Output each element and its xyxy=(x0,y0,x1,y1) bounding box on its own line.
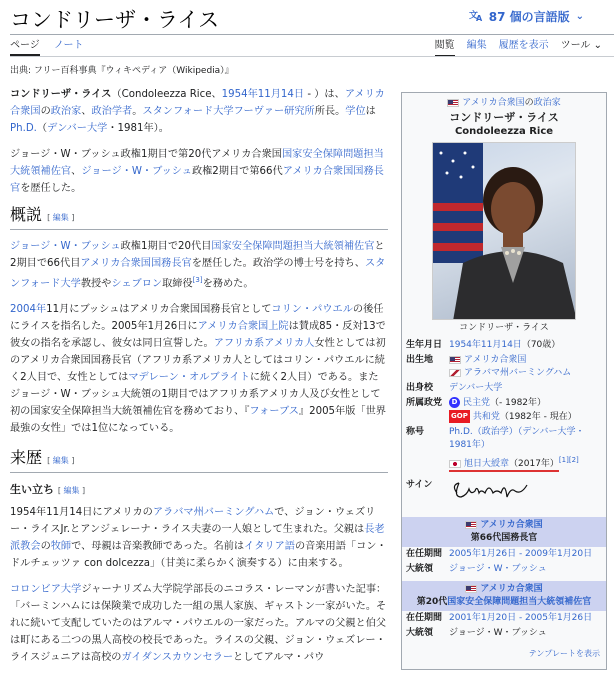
democrat-badge-icon: D xyxy=(449,397,460,408)
link-usa[interactable]: アメリカ合衆国 xyxy=(464,355,527,365)
link-phd[interactable]: Ph.D. xyxy=(10,123,37,134)
early-paragraph-1 xyxy=(10,504,388,572)
text: は xyxy=(365,106,376,117)
heading-text: 来歴 xyxy=(10,448,43,468)
portrait-caption: コンドリーザ・ライス xyxy=(459,323,549,333)
text: は賛成85・反対13で彼女の指名を承認し、彼女は同日宣誓した。 xyxy=(10,321,386,350)
president-label: 大統領 xyxy=(406,564,434,574)
infobox xyxy=(401,92,607,670)
subject-name: コンドリーザ・ライス xyxy=(10,89,112,100)
article-body xyxy=(10,86,388,675)
title-label: 称号 xyxy=(406,427,425,437)
reference[interactable]: [1][2] xyxy=(558,456,579,464)
link-presbyterian[interactable]: 長老派教会 xyxy=(10,524,385,553)
link-nsa[interactable]: 国家安全保障問題担当大統領補佐官 xyxy=(447,597,592,607)
infobox-name-ja: コンドリーザ・ライス xyxy=(449,111,559,124)
birth-row xyxy=(402,338,606,353)
page-title: コンドリーザ・ライス xyxy=(10,8,220,32)
text: ・1981年）。 xyxy=(107,123,169,134)
link-nsa[interactable]: 国家安全保障問題担当大統領補佐官 xyxy=(10,149,384,177)
link-birthdate[interactable]: 1954年11月14日 xyxy=(221,89,305,100)
tab-read[interactable]: 閲覧 xyxy=(435,36,455,57)
text: 、 xyxy=(71,166,82,177)
text: の音楽用語「コン・ドルチェッツァ con dolcezza」（甘美に柔らかく演奏する）に由来する。 xyxy=(10,541,387,570)
link-award[interactable]: 旭日大綬章 xyxy=(464,459,510,469)
view-tabs xyxy=(435,36,602,57)
text: としてアルマ・パウ xyxy=(233,652,325,664)
link-secstate[interactable]: 第66代国務長官 xyxy=(470,533,538,543)
text: 所長。 xyxy=(314,106,346,117)
link-denver[interactable]: デンバー大学 xyxy=(449,383,503,393)
link-republican[interactable]: 共和党 xyxy=(472,412,500,422)
link-pastor[interactable]: 牧師 xyxy=(50,541,72,553)
text: （2017年） xyxy=(509,459,559,469)
link-powell[interactable]: コリン・パウエル xyxy=(271,304,353,316)
svg-text:文: 文 xyxy=(468,11,478,21)
edit-section-link[interactable]: [ 編集 ] xyxy=(47,213,75,222)
intro-paragraph-2 xyxy=(10,146,388,197)
link-birmingham[interactable]: アラバマ州バーミングハム xyxy=(464,368,572,378)
link-birthdate[interactable]: 1954年11月14日 xyxy=(449,340,522,350)
signature-label: サイン xyxy=(406,480,433,490)
link-secstate[interactable]: アメリカ合衆国国務長官 xyxy=(80,258,192,269)
party-label: 所属政党 xyxy=(406,398,443,408)
edit-link[interactable]: 編集 xyxy=(63,486,80,496)
text: 第20代 xyxy=(416,597,448,607)
office2-president-row xyxy=(402,626,606,641)
language-count: 87 個の言語版 xyxy=(488,10,570,24)
link-birmingham[interactable]: アラバマ州バーミングハム xyxy=(152,507,275,519)
link-african-american[interactable]: アフリカ系アメリカ人 xyxy=(213,338,315,350)
link-degree[interactable]: 学位 xyxy=(345,106,366,117)
text: に続く2人目）である。またジョージ・W・ブッシュ大統領の1期目ではアフリカ系アメリカ人及び女性として初の国家安全保障担当大統領補佐官を務めており、『 xyxy=(10,372,381,418)
subsection-heading-early-life xyxy=(10,481,388,499)
edit-link[interactable]: 編集 xyxy=(52,213,69,222)
tab-edit[interactable]: 編集 xyxy=(466,40,487,51)
text: 政権1期目で20代目 xyxy=(120,241,212,252)
portrait-illustration xyxy=(433,143,576,320)
link-usa[interactable]: アメリカ合衆国 xyxy=(10,89,385,117)
title-divider xyxy=(10,34,614,35)
gop-badge-icon: GOP xyxy=(449,410,470,423)
office2-term-row xyxy=(402,611,606,626)
edit-section-link[interactable]: [ 編集 ] xyxy=(47,456,75,466)
tab-history[interactable]: 履歴を表示 xyxy=(498,40,549,51)
school-label: 出身校 xyxy=(406,383,434,393)
text: 、 xyxy=(81,106,92,117)
president-value: ジョージ・W・ブッシュ xyxy=(449,628,547,638)
language-selector[interactable] xyxy=(469,8,584,25)
tools-menu[interactable] xyxy=(561,36,602,57)
birthplace-label: 出生地 xyxy=(406,355,434,365)
text: 』2005年版「世界最強の女性」では1位になっている。 xyxy=(10,406,386,435)
link-columbia[interactable]: コロンビア大学 xyxy=(10,584,82,596)
link-senate[interactable]: アメリカ合衆国上院 xyxy=(197,321,289,333)
signature-illustration xyxy=(449,479,539,503)
signature-image[interactable] xyxy=(449,479,602,508)
term-label: 在任期間 xyxy=(406,549,443,559)
tab-note[interactable]: ノート xyxy=(53,40,84,51)
link-italian[interactable]: イタリア語 xyxy=(244,541,295,553)
link-political-science[interactable]: （政治学） xyxy=(472,427,518,437)
party-row xyxy=(402,396,606,425)
intro-paragraph-1 xyxy=(10,86,388,137)
link-secstate[interactable]: アメリカ合衆国国務長官 xyxy=(10,166,384,194)
text: （Condoleezza Rice、 xyxy=(111,89,222,100)
office2-header xyxy=(402,581,606,611)
birth-label: 生年月日 xyxy=(406,340,443,350)
infobox-category xyxy=(402,93,606,110)
translate-icon xyxy=(469,9,483,24)
link-term[interactable]: 2005年1月26日 - 2009年1月20日 xyxy=(449,549,593,559)
link-bush[interactable]: ジョージ・W・ブッシュ xyxy=(10,241,121,252)
text: （ xyxy=(36,123,48,134)
reference[interactable]: [3] xyxy=(192,276,203,284)
heading-text: 生い立ち xyxy=(10,483,54,497)
link-denver[interactable]: デンバー大学 xyxy=(47,123,108,134)
overview-paragraph-2 xyxy=(10,301,388,437)
us-flag-icon xyxy=(447,99,459,107)
text: 。 xyxy=(132,106,143,117)
school-row xyxy=(402,381,606,396)
link-usa[interactable]: アメリカ合衆国 xyxy=(462,98,525,108)
office1-term-row xyxy=(402,547,606,562)
edit-section-link[interactable]: [ 編集 ] xyxy=(57,486,86,496)
overview-paragraph-1 xyxy=(10,238,388,292)
link-phd[interactable]: Ph.D. xyxy=(449,427,473,437)
term-label: 在任期間 xyxy=(406,613,443,623)
link-guidance-counselor[interactable]: ガイダンスカウンセラー xyxy=(121,652,234,664)
infobox-name-en: Condoleezza Rice xyxy=(454,126,554,137)
source-note: 出典: フリー百科事典『ウィキペディア（Wikipedia）』 xyxy=(10,66,234,76)
text: を歴任した。 xyxy=(20,183,82,194)
text: を務めた。 xyxy=(202,278,254,290)
link-2004[interactable]: 2004年 xyxy=(10,304,47,316)
text: 11月にブッシュはアメリカ合衆国国務長官として xyxy=(46,304,272,316)
template-footer xyxy=(402,641,606,660)
link-forbes[interactable]: フォーブス xyxy=(249,406,299,418)
us-flag-icon xyxy=(449,356,461,364)
signature-row xyxy=(402,478,606,509)
text: ジャーナリズム大学院学部長のニコラス・レーマンが書いた記事：「バーミンハムには保険業で成功した一組の黒人家族、ギャストン一家がいた。それに続いて支配していたのはアルマ・パウエルの一家だった。アルマの父親と伯父は町にある二つの黒人高校の校長であった。ライスの父親、ジョン・ウェズレー・ライスジュニアは高校の xyxy=(10,584,387,664)
tab-page[interactable]: ページ xyxy=(10,36,40,56)
office1-president-row xyxy=(402,562,606,577)
edit-link[interactable]: 編集 xyxy=(52,456,69,466)
link-denver[interactable]: （デンバー大学・1981年） xyxy=(449,427,585,450)
tools-label: ツール xyxy=(560,40,591,51)
us-flag-icon xyxy=(465,585,477,593)
section-heading-overview xyxy=(10,206,388,230)
text: の xyxy=(40,106,51,117)
portrait-photo[interactable] xyxy=(432,142,576,320)
chevron-down-icon: ⌄ xyxy=(575,11,584,22)
text: を歴任した。政治学の博士号を持ち、 xyxy=(191,258,365,269)
birthplace-row xyxy=(402,353,606,381)
us-flag-icon xyxy=(465,521,477,529)
text: と2期目で66代目 xyxy=(10,241,385,269)
text: ジョージ・W・ブッシュ政権1期目で第20代アメリカ合衆国 xyxy=(10,149,282,160)
link-usa[interactable]: アメリカ合衆国 xyxy=(480,584,543,594)
title-row xyxy=(402,425,606,472)
text: （- 1982年） xyxy=(490,398,547,408)
link-democrat[interactable]: 民主党 xyxy=(463,398,491,408)
link-term[interactable]: 2001年1月20日 - 2005年1月26日 xyxy=(449,613,593,623)
link-nsa[interactable]: 国家安全保障問題担当大統領補佐官 xyxy=(211,241,375,252)
text: 女性としては初のアメリカ合衆国国務長官（アフリカ系アメリカ人としてはコリン・パウエルに続く2人目で、女性としては xyxy=(10,338,386,384)
text: で、ジョン・ウェズリー・ライスJr.とアンジェレーナ・ライス夫妻の一人娘として生まれた。父親は xyxy=(10,507,376,536)
view-template-link[interactable]: テンプレートを表示 xyxy=(528,649,600,658)
text: 政権2期目で第66代 xyxy=(191,166,283,177)
link-usa[interactable]: アメリカ合衆国 xyxy=(480,520,543,530)
tabs-divider xyxy=(10,56,614,57)
link-albright[interactable]: マデレーン・オルブライト xyxy=(128,372,250,384)
link-chevron[interactable]: シェブロン xyxy=(111,278,163,290)
text: （1982年 - 現在） xyxy=(499,412,577,422)
link-stanford[interactable]: スタンフォード大学 xyxy=(10,258,386,290)
link-bush[interactable]: ジョージ・W・ブッシュ xyxy=(449,564,547,574)
section-heading-career xyxy=(10,449,388,473)
link-bush[interactable]: ジョージ・W・ブッシュ xyxy=(81,166,192,177)
text: の後任にライスを指名した。2005年1月26日に xyxy=(10,304,384,333)
award-highlight xyxy=(449,459,559,472)
link-politician[interactable]: 政治家 xyxy=(533,98,561,108)
text: で、母親は音楽教師であった。名前は xyxy=(71,541,245,553)
text: の xyxy=(40,541,51,553)
chevron-down-icon: ⌄ xyxy=(593,40,602,51)
early-paragraph-2 xyxy=(10,581,388,666)
link-politician[interactable]: 政治家 xyxy=(50,106,82,117)
japan-flag-icon xyxy=(449,460,461,468)
link-political-scientist[interactable]: 政治学者 xyxy=(91,106,133,117)
svg-text:A: A xyxy=(475,14,482,21)
text: の xyxy=(524,98,534,108)
age: （70歳） xyxy=(521,340,561,350)
alabama-flag-icon xyxy=(449,369,461,377)
heading-text: 概説 xyxy=(10,205,43,224)
office1-header xyxy=(402,517,606,547)
namespace-tabs xyxy=(10,36,84,56)
link-hoover[interactable]: スタンフォード大学フーヴァー研究所 xyxy=(142,106,315,117)
text: 取締役 xyxy=(162,278,193,290)
president-label: 大統領 xyxy=(406,628,434,638)
text: 教授や xyxy=(80,278,112,290)
text: 1954年11月14日にアメリカの xyxy=(10,507,153,519)
text: - ）は、 xyxy=(304,89,345,100)
